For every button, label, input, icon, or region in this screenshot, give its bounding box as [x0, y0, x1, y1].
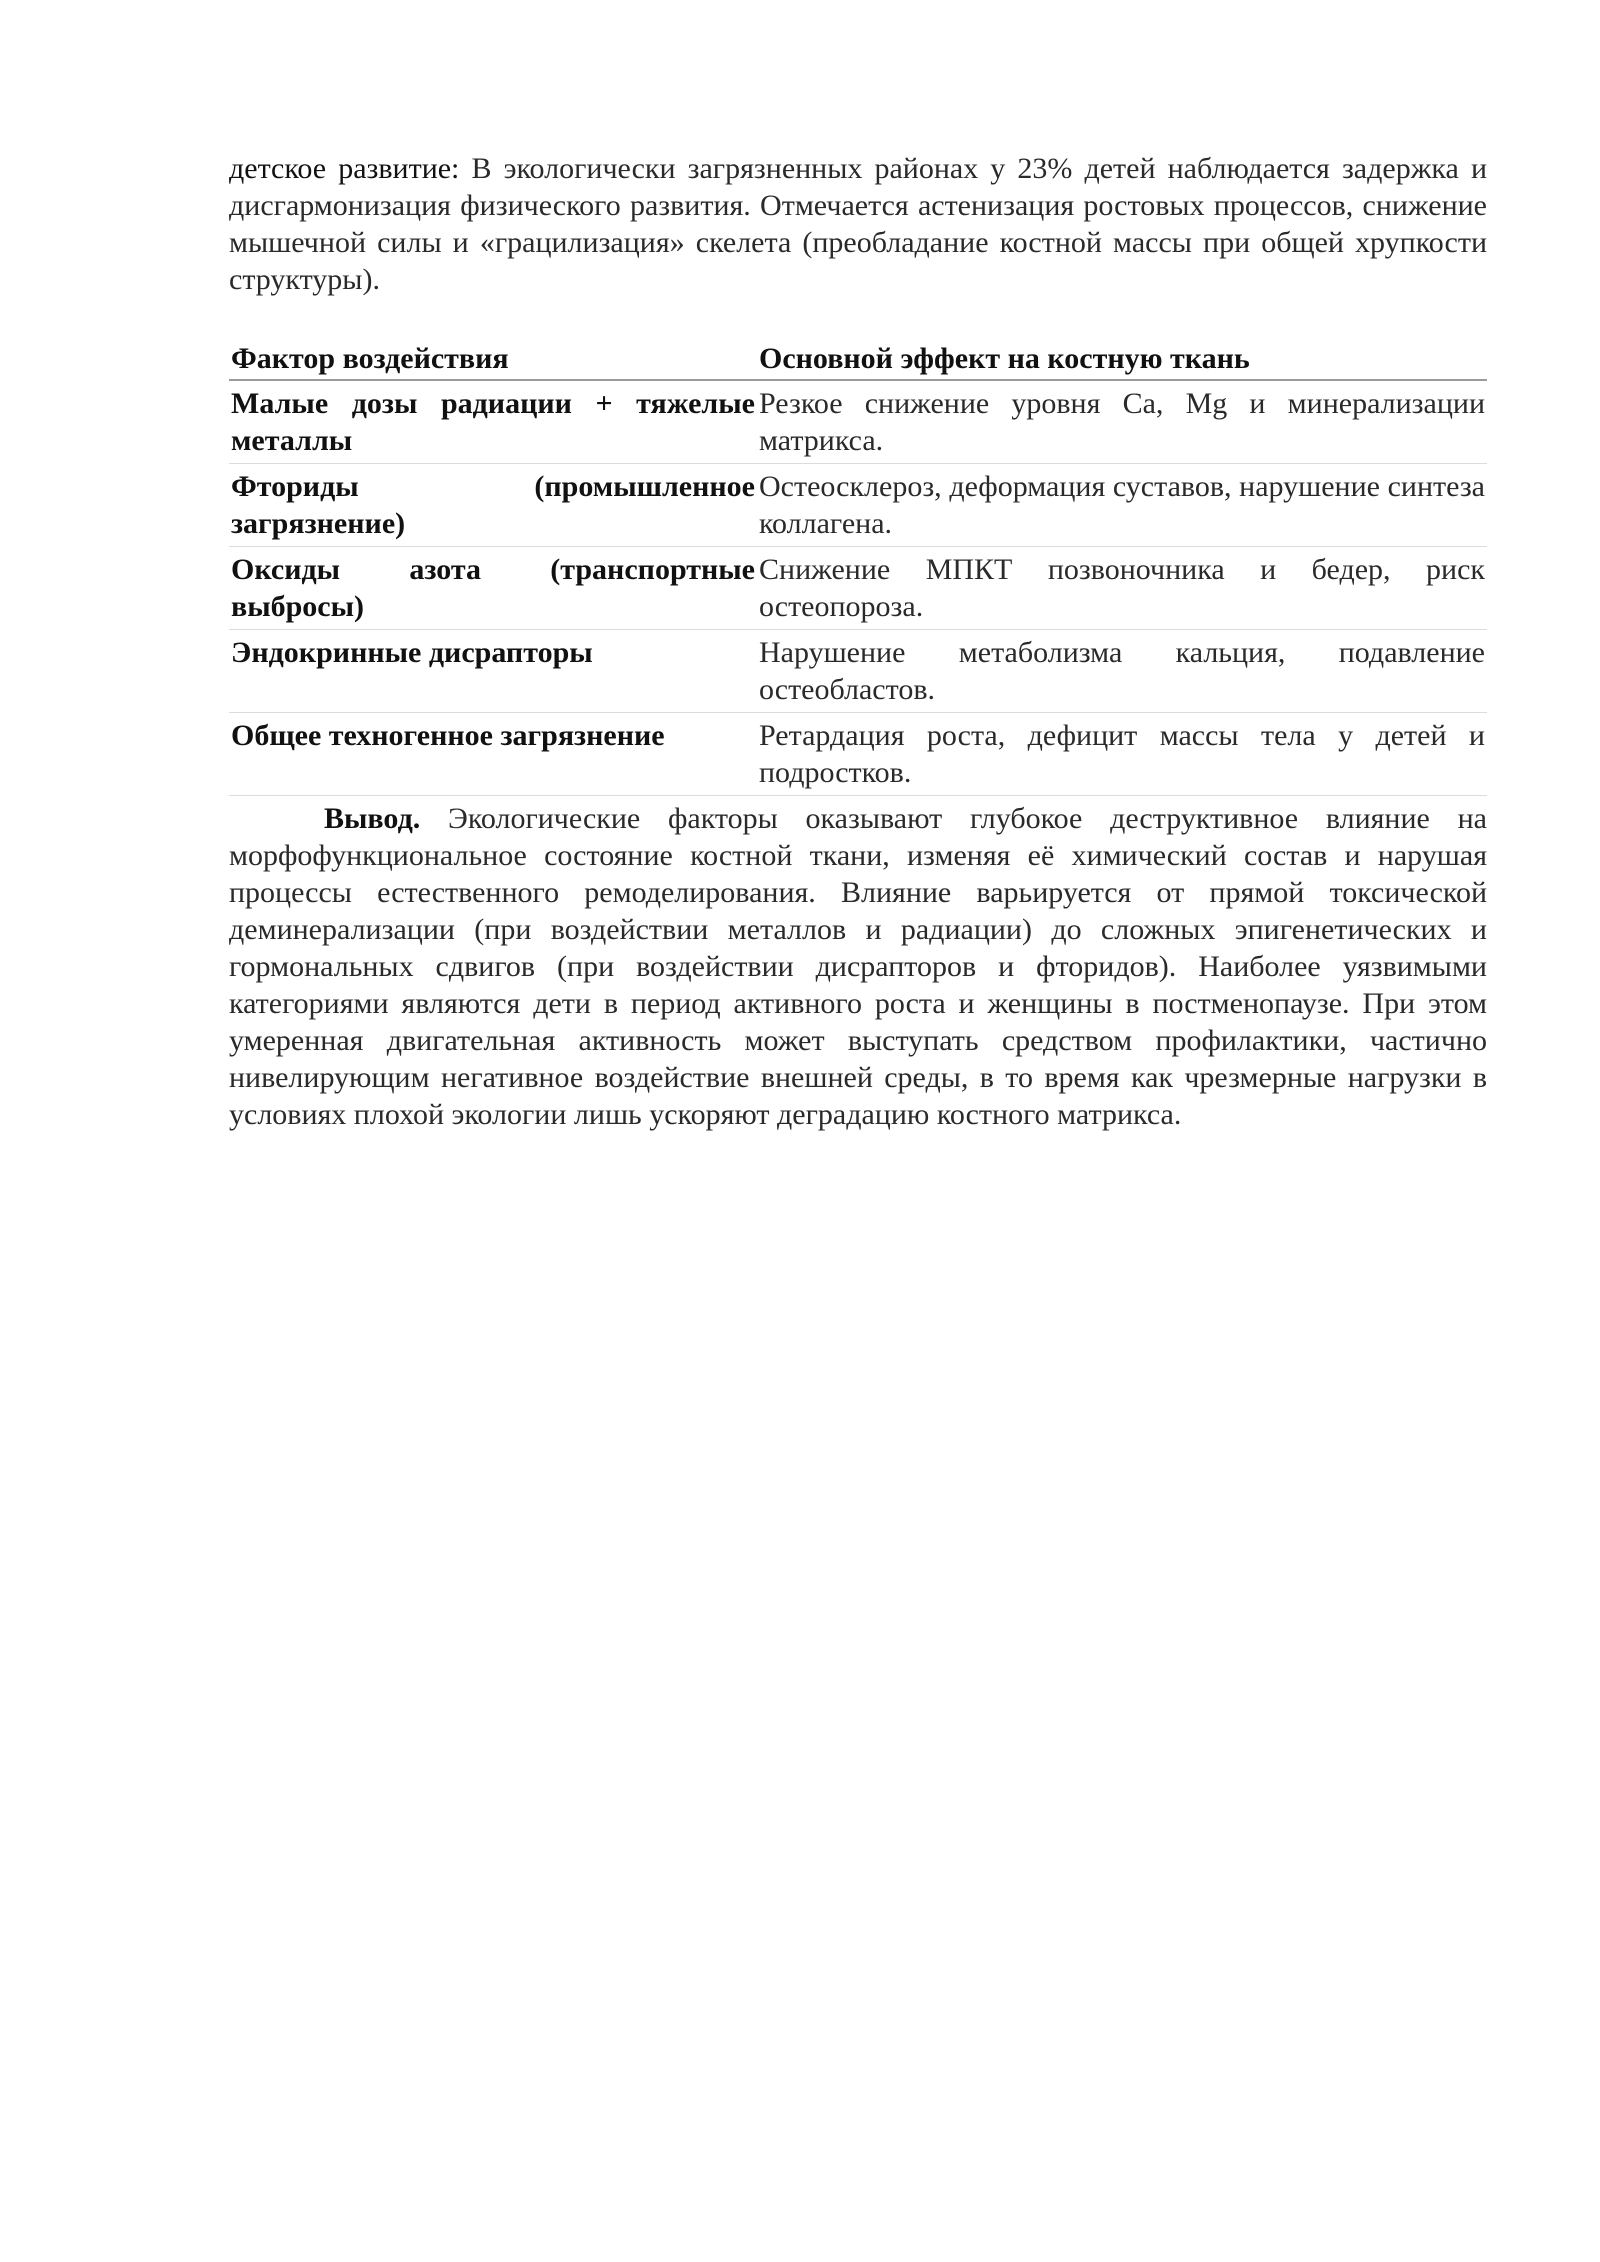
header-factor: Фактор воздействия [229, 338, 757, 380]
table-header-row [229, 338, 1487, 380]
table-row [229, 380, 1487, 464]
factor-cell: Фториды (промышленное загрязнение) [229, 464, 757, 547]
intro-text: В экологически загрязненных районах у 23% детей наблюдается задержка и дисгармонизация физического развития. Отмечается астенизация ростовых процессов, снижение мышечной силы и «грацилизация» скелета (преобладание костной массы при общей хрупкости структуры). [229, 152, 1487, 296]
document-page [229, 150, 1487, 1133]
table-row [229, 464, 1487, 547]
effect-cell: Снижение МПКТ позвоночника и бедер, риск остеопороза. [757, 547, 1487, 630]
factor-cell: Малые дозы радиации + тяжелые металлы [229, 380, 757, 464]
effect-cell: Нарушение метаболизма кальция, подавление остеобластов. [757, 630, 1487, 713]
factor-cell: Оксиды азота (транспортные выбросы) [229, 547, 757, 630]
factors-table [229, 338, 1487, 796]
intro-lead: детское развитие: [229, 152, 460, 185]
table-row [229, 713, 1487, 796]
conclusion-text: Экологические факторы оказывают глубокое деструктивное влияние на морфофункциональное состояние костной ткани, изменяя её химический состав и нарушая процессы естественного ремоделирования. Влияние варьируется от прямой токсической деминерализации (при воздействии металлов и радиации) до сложных эпигенетических и гормональных сдвигов (при воздействии дисрапторов и фторидов). Наиболее уязвимыми категориями являются дети в период активного роста и женщины в постменопаузе. При этом умеренная двигательная активность может выступать средством профилактики, частично нивелирующим негативное воздействие внешней среды, в то время как чрезмерные нагрузки в условиях плохой экологии лишь ускоряют деградацию костного матрикса. [229, 802, 1487, 1131]
factor-cell: Эндокринные дисрапторы [229, 630, 757, 713]
effect-cell: Резкое снижение уровня Ca, Mg и минерализации матрикса. [757, 380, 1487, 464]
factor-cell: Общее техногенное загрязнение [229, 713, 757, 796]
effect-cell: Остеосклероз, деформация суставов, нарушение синтеза коллагена. [757, 464, 1487, 547]
table-row [229, 630, 1487, 713]
table-row [229, 547, 1487, 630]
intro-paragraph [229, 150, 1487, 298]
header-effect: Основной эффект на костную ткань [757, 338, 1487, 380]
conclusion-paragraph [229, 800, 1487, 1133]
conclusion-lead: Вывод. [324, 802, 421, 835]
effect-cell: Ретардация роста, дефицит массы тела у детей и подростков. [757, 713, 1487, 796]
